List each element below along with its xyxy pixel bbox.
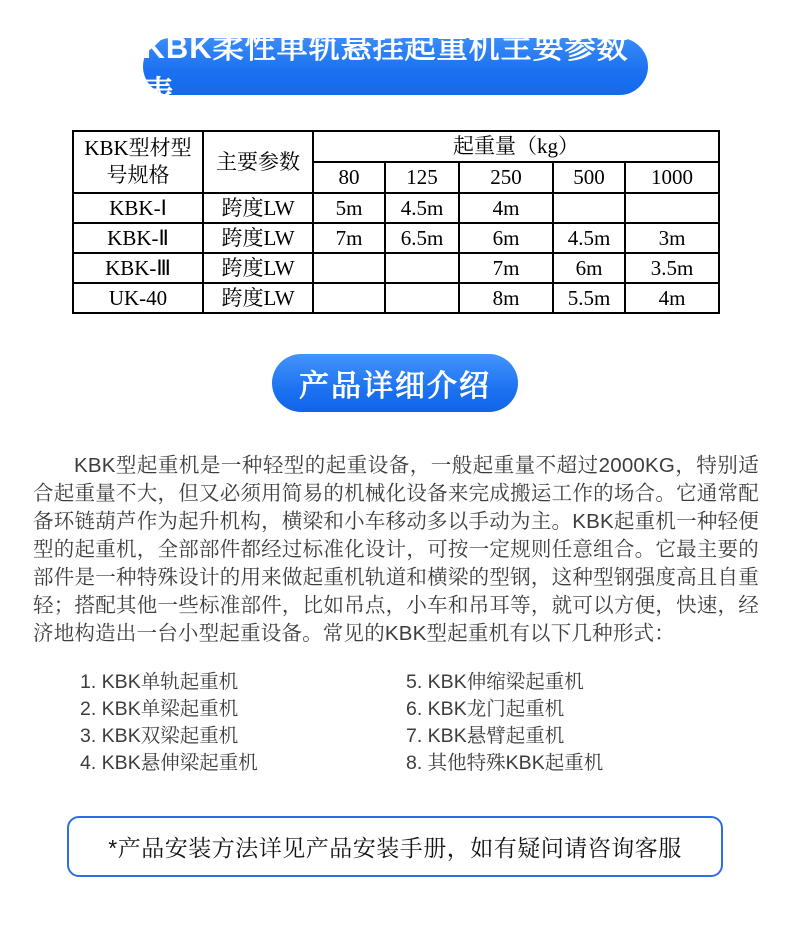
value-cell: [313, 253, 385, 283]
value-cell: 4.5m: [553, 223, 625, 253]
product-detail-button-label: 产品详细介绍: [299, 370, 491, 403]
table-header-row-1: [73, 131, 719, 162]
list-item: 4. KBK悬伸梁起重机: [80, 752, 258, 774]
param-cell: 跨度LW: [203, 253, 313, 283]
installation-note-text: *产品安装方法详见产品安装手册，如有疑问请咨询客服: [108, 835, 682, 861]
installation-note-box: [67, 816, 723, 877]
value-cell: [385, 283, 459, 313]
parameters-table: [72, 130, 720, 314]
value-cell: 6m: [459, 223, 553, 253]
value-cell: 8m: [459, 283, 553, 313]
product-detail-button[interactable]: [272, 354, 518, 412]
value-cell: 4m: [459, 193, 553, 223]
value-cell: 6m: [553, 253, 625, 283]
list-item: 3. KBK双梁起重机: [80, 725, 239, 747]
list-item: 5. KBK伸缩梁起重机: [406, 671, 584, 693]
value-cell: 6.5m: [385, 223, 459, 253]
param-cell: 跨度LW: [203, 193, 313, 223]
header-param-col: 主要参数: [203, 131, 313, 193]
value-cell: 3m: [625, 223, 719, 253]
value-cell: 5m: [313, 193, 385, 223]
title-banner-text: KBK柔性单轨悬挂起重机主要参数表: [142, 29, 629, 110]
table-row-kbk1: [73, 193, 719, 223]
header-capacity-80: 80: [313, 162, 385, 193]
param-cell: 跨度LW: [203, 283, 313, 313]
value-cell: 3.5m: [625, 253, 719, 283]
list-item: 6. KBK龙门起重机: [406, 698, 565, 720]
value-cell: 4m: [625, 283, 719, 313]
crane-type-list-left: [80, 669, 406, 777]
crane-type-list: [80, 669, 790, 777]
value-cell: [385, 253, 459, 283]
value-cell: [313, 283, 385, 313]
model-cell: KBK-Ⅲ: [73, 253, 203, 283]
model-cell: UK-40: [73, 283, 203, 313]
list-item: 8. 其他特殊KBK起重机: [406, 752, 604, 774]
table-row-kbk3: [73, 253, 719, 283]
parameters-table-wrapper: [72, 130, 718, 314]
table-row-uk40: [73, 283, 719, 313]
header-capacity-250: 250: [459, 162, 553, 193]
list-item: 1. KBK单轨起重机: [80, 671, 239, 693]
value-cell: 7m: [313, 223, 385, 253]
header-capacity-500: 500: [553, 162, 625, 193]
value-cell: [553, 193, 625, 223]
value-cell: 7m: [459, 253, 553, 283]
table-row-kbk2: [73, 223, 719, 253]
list-item: 7. KBK悬臂起重机: [406, 725, 565, 747]
value-cell: [625, 193, 719, 223]
crane-type-list-right: [406, 669, 603, 777]
param-cell: 跨度LW: [203, 223, 313, 253]
intro-paragraph: KBK型起重机是一种轻型的起重设备，一般起重量不超过2000KG，特别适合起重量不大，但又必须用简易的机械化设备来完成搬运工作的场合。它通常配备环链葫芦作为起升机构，横梁和小车移动多以手动为主。KBK起重机一种轻便型的起重机，全部部件都经过标准化设计，可按一定规则任意组合。它最主要的部件是一种特殊设计的用来做起重机轨道和横梁的型钢，这种型钢强度高且自重轻；搭配其他一些标准部件，比如吊点，小车和吊耳等，就可以方便，快速，经济地构造出一台小型起重设备。常见的KBK型起重机有以下几种形式：: [33, 454, 759, 645]
model-cell: KBK-Ⅱ: [73, 223, 203, 253]
value-cell: 5.5m: [553, 283, 625, 313]
header-capacity-1000: 1000: [625, 162, 719, 193]
value-cell: 4.5m: [385, 193, 459, 223]
title-banner: [142, 29, 648, 110]
product-detail-page: [0, 29, 790, 941]
model-cell: KBK-Ⅰ: [73, 193, 203, 223]
list-item: 2. KBK单梁起重机: [80, 698, 239, 720]
header-capacity-group: 起重量（kg）: [313, 131, 719, 162]
header-capacity-125: 125: [385, 162, 459, 193]
header-model-col: KBK型材型号规格: [73, 131, 203, 193]
